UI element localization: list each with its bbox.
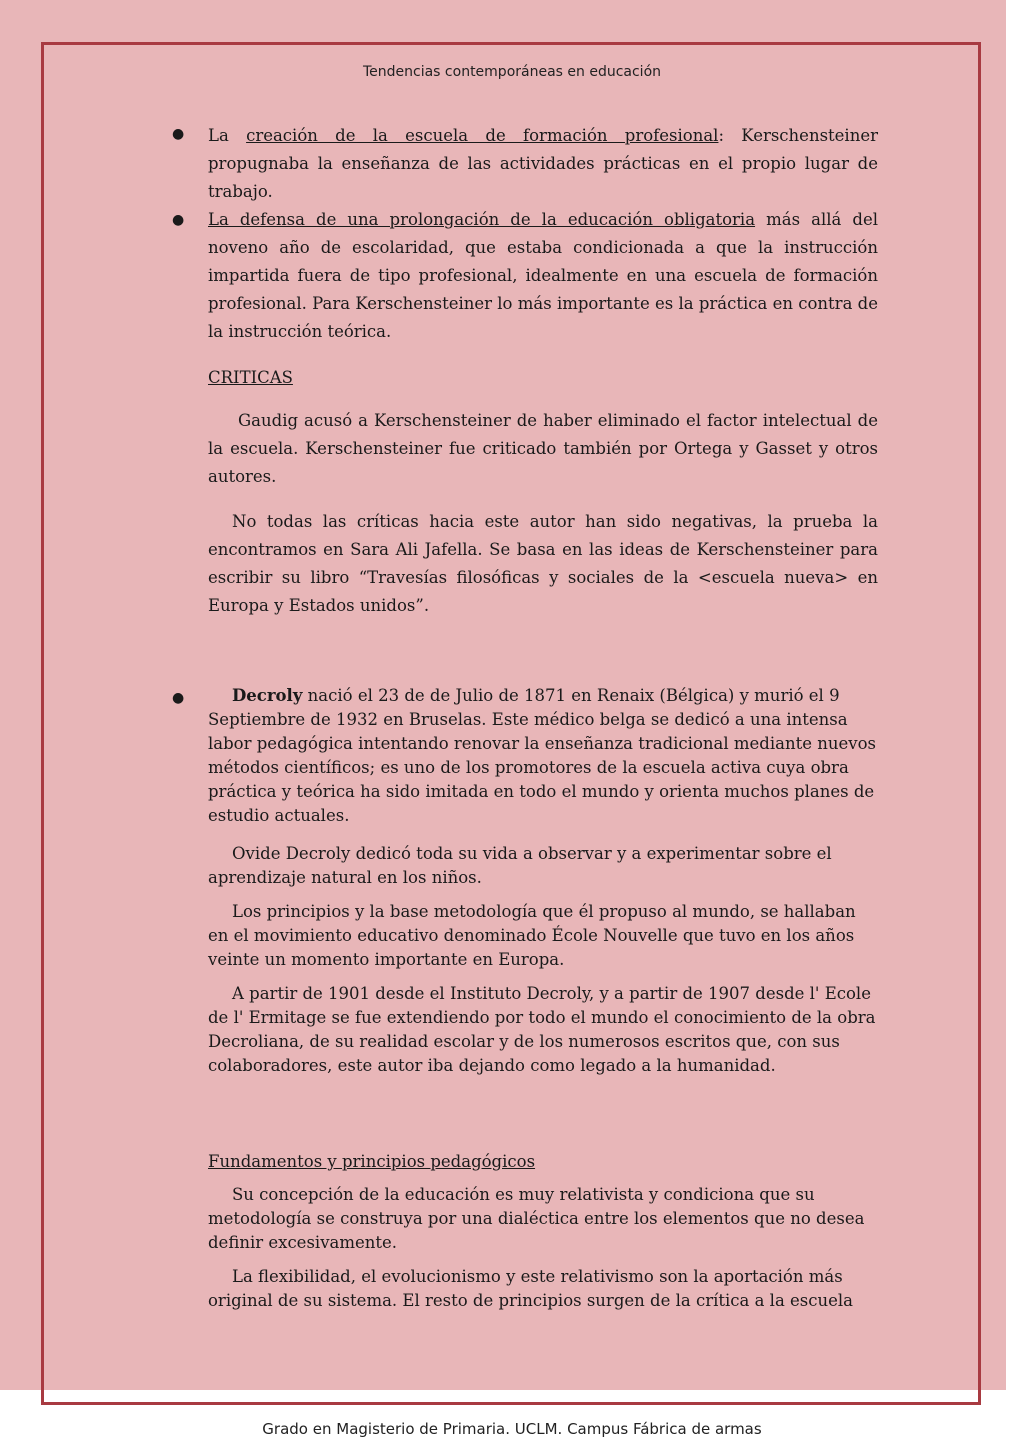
underlined-term: La defensa de una prolongación de la educación obligatoria: [208, 210, 756, 229]
bullet-paragraph-decroly: [208, 684, 878, 828]
section-heading-fundamentos: Fundamentos y principios pedagógicos: [208, 1152, 536, 1171]
bullet-icon: ●: [172, 212, 185, 228]
bullet-text: más allá del noveno año de escolaridad, que estaba condicionada a que la instrucción impartida fuera de tipo profesional, idealmente en una escuela de formación profesional. Para Kerschensteiner lo más importante es la práctica en contra de la instrucción teórica.: [208, 210, 878, 341]
bullet-text: nació el 23 de de Julio de 1871 en Renaix (Bélgica) y murió el 9 Septiembre de 1932 en Bruselas. Este médico belga se dedicó a una intensa labor pedagógica intentando renovar la enseñanza tradicional mediante nuevos métodos científicos; es uno de los promotores de la escuela activa cuya obra práctica y teórica ha sido imitada en todo el mundo y orienta muchos planes de estudio actuales.: [208, 686, 876, 825]
bullet-icon: ●: [172, 126, 185, 142]
paragraph-text: Los principios y la base metodología que él propuso al mundo, se hallaban en el movimiento educativo denominado École Nouvelle que tuvo en los años veinte un momento importante en Europa.: [208, 902, 856, 969]
bullet-icon: ●: [172, 690, 185, 706]
bold-name: Decroly: [232, 686, 303, 705]
paragraph-text: No todas las críticas hacia este autor han sido negativas, la prueba la encontramos en Sara Ali Jafella. Se basa en las ideas de Kerschensteiner para escribir su libro “Travesías filosóficas y sociales de la <escuela nueva> en Europa y Estados unidos”.: [208, 512, 878, 615]
paragraph-text: Gaudig acusó a Kerschensteiner de haber eliminado el factor intelectual de la escuela. Kerschensteiner fue criticado también por Ortega y Gasset y otros autores.: [208, 411, 878, 486]
criticas-paragraph-2: [208, 508, 878, 620]
paragraph-text: A partir de 1901 desde el Instituto Decroly, y a partir de 1907 desde l' Ecole de l' Ermitage se fue extendiendo por todo el mundo el conocimiento de la obra Decroliana, de su realidad escolar y de los numerosos escritos que, con sus colaboradores, este autor iba dejando como legado a la humanidad.: [208, 984, 876, 1075]
paragraph-text: Ovide Decroly dedicó toda su vida a observar y a experimentar sobre el aprendizaje natural en los niños.: [208, 844, 832, 887]
section-heading-criticas: CRITICAS: [208, 368, 293, 387]
decroly-paragraph-3: [208, 982, 878, 1078]
decroly-paragraph-2: [208, 900, 878, 972]
criticas-paragraph-1: [208, 407, 878, 491]
underlined-term: creación de la escuela de formación profesional: [246, 126, 719, 145]
bullet-text: : Kerschensteiner propugnaba la enseñanza de las actividades prácticas en el propio lugar de trabajo.: [208, 126, 878, 201]
bullet-prefix: La: [208, 126, 229, 145]
page-header: Tendencias contemporáneas en educación: [362, 64, 662, 80]
paragraph-text: La flexibilidad, el evolucionismo y este relativismo son la aportación más original de su sistema. El resto de principios surgen de la crítica a la escuela: [208, 1267, 854, 1310]
fundamentos-paragraph-2: [208, 1265, 878, 1313]
bullet-paragraph-educacion-obligatoria: [208, 206, 878, 346]
decroly-paragraph-1: [208, 842, 878, 890]
bullet-paragraph-escuela-formacion: [208, 122, 878, 206]
fundamentos-paragraph-1: [208, 1183, 878, 1255]
paragraph-text: Su concepción de la educación es muy relativista y condiciona que su metodología se construya por una dialéctica entre los elementos que no desea definir excesivamente.: [208, 1185, 865, 1252]
page-footer: Grado en Magisterio de Primaria. UCLM. Campus Fábrica de armas: [262, 1420, 762, 1438]
